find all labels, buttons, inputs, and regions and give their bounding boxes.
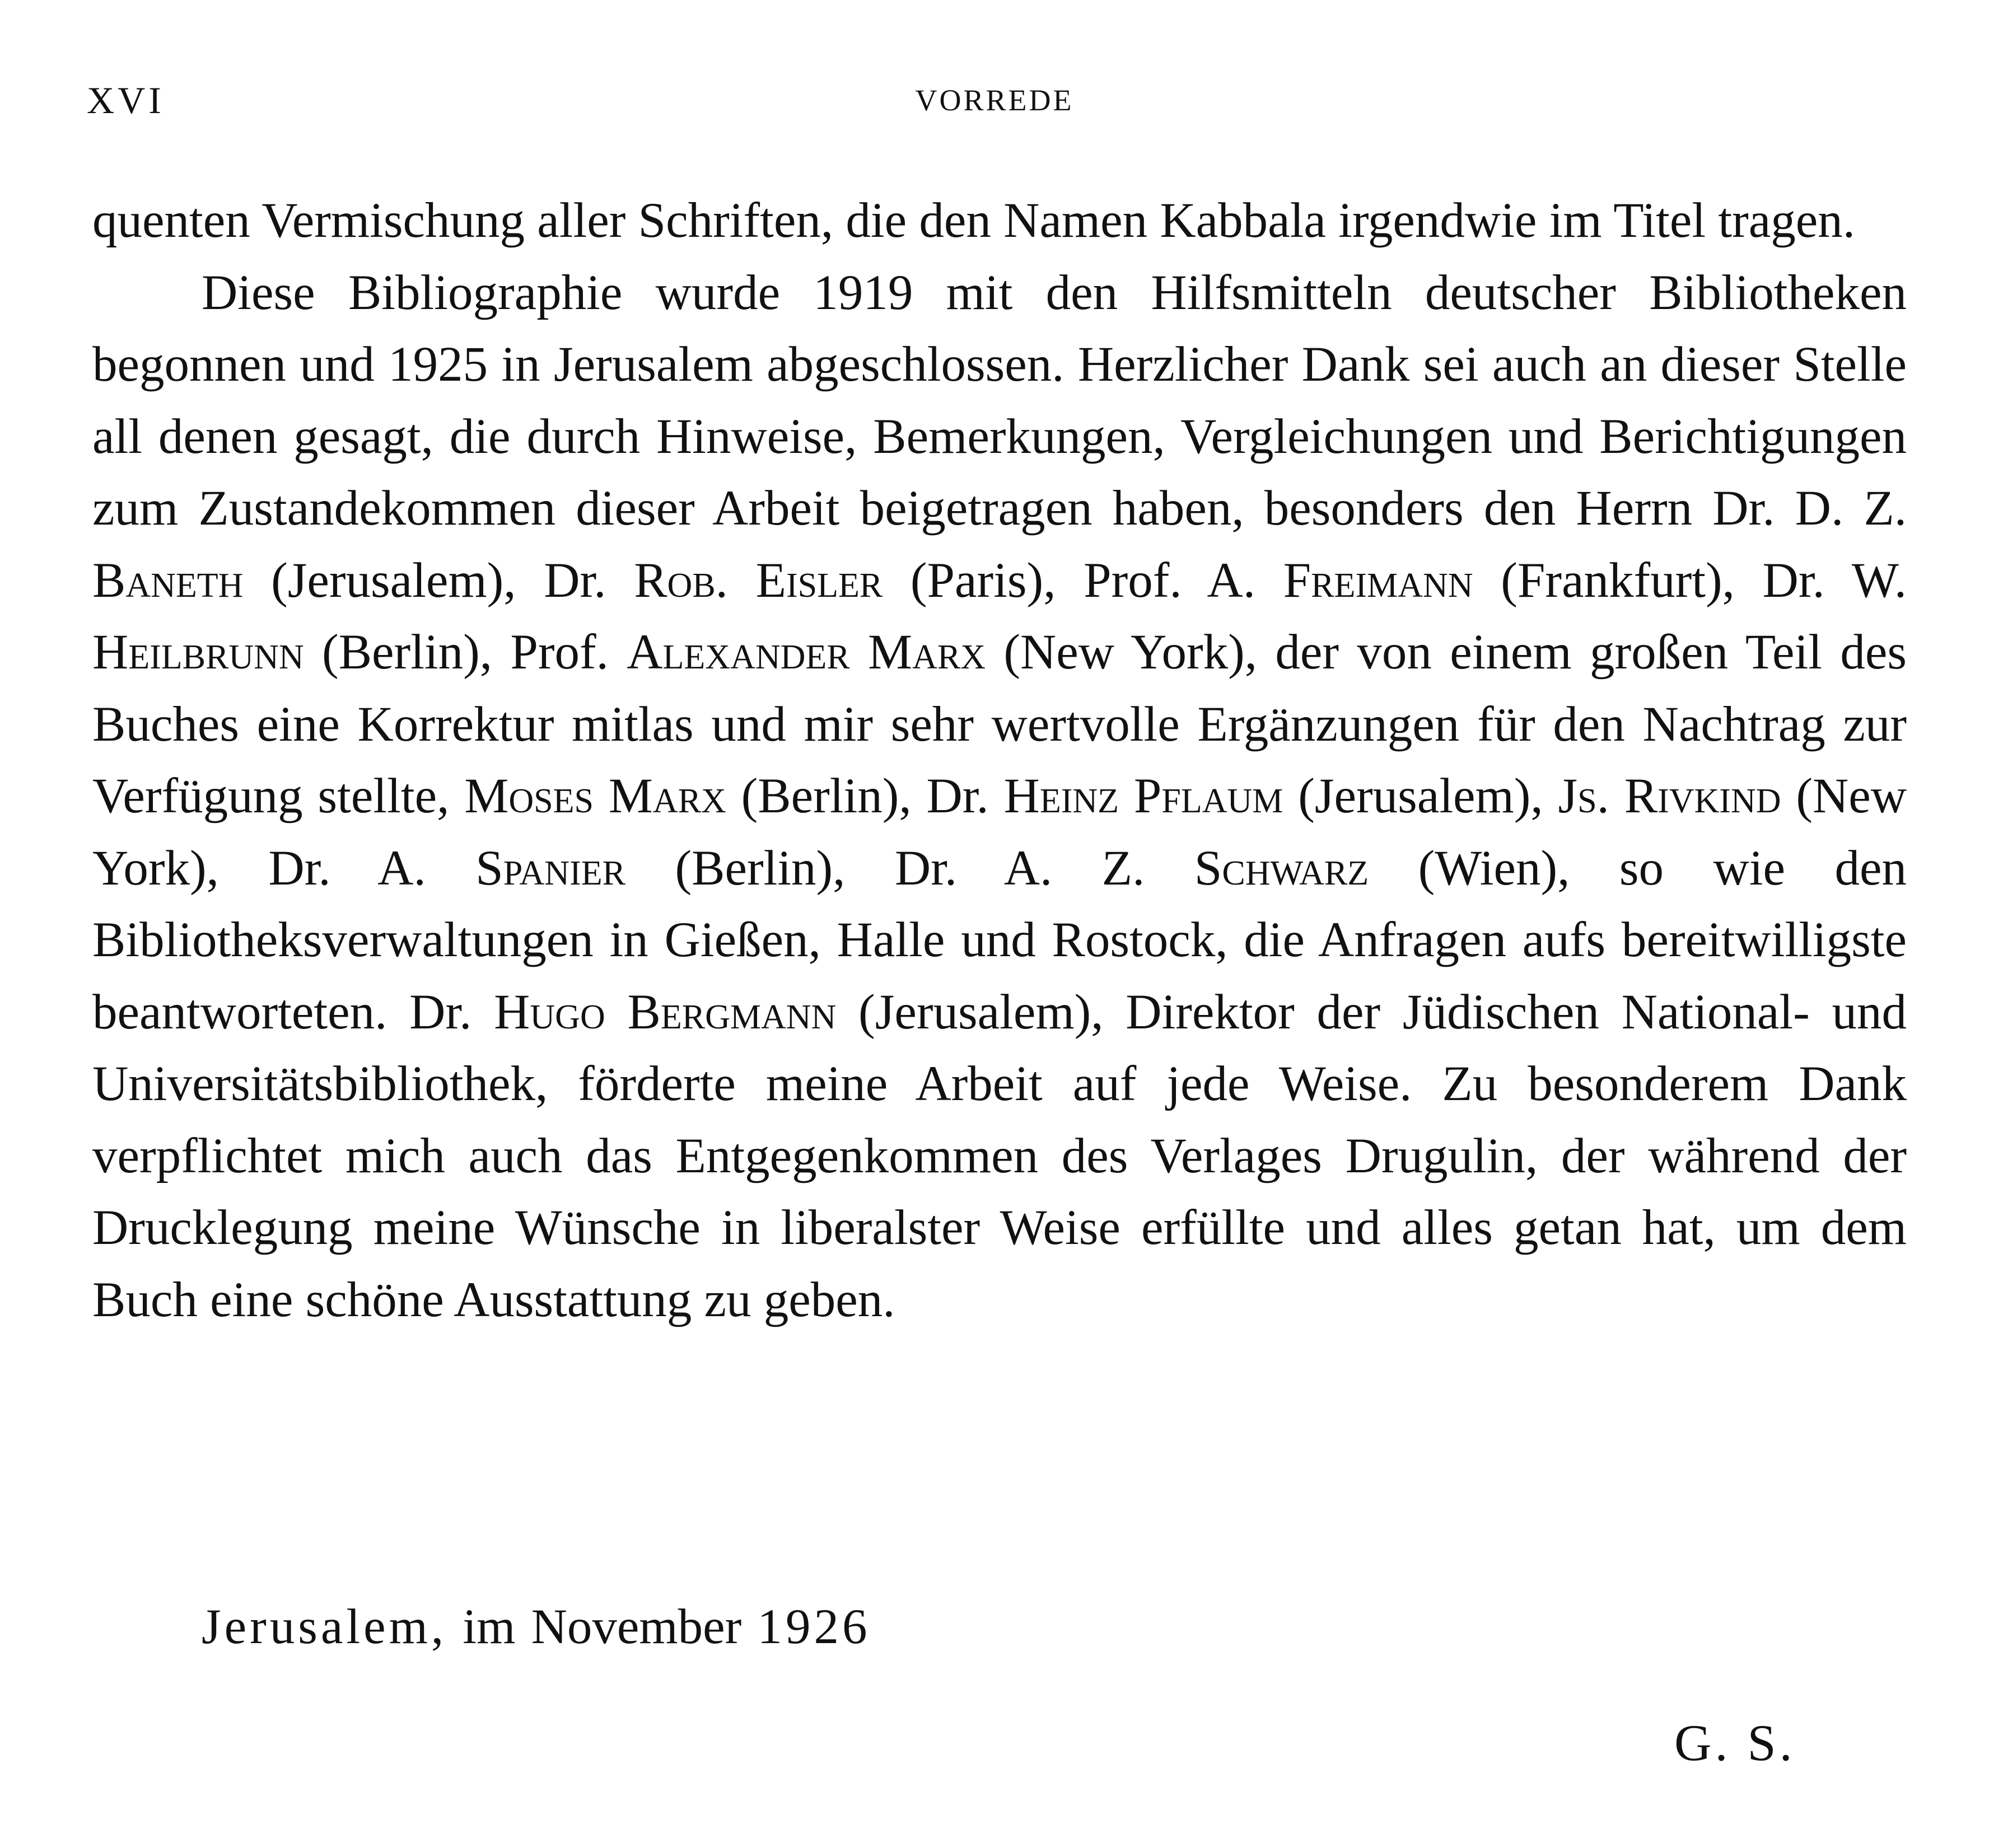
person-name: Baneth xyxy=(92,553,244,608)
text-run: (Berlin), Dr. A. Z. xyxy=(625,840,1194,896)
text-run: (Berlin), Prof. xyxy=(304,625,627,680)
month: November xyxy=(531,1599,742,1654)
text-run: (Berlin), Dr. xyxy=(726,769,1004,824)
text-run: (New York), der von einem großen Teil des Buches eine Korrektur mitlas und mir sehr wertvolle Ergänzungen für den Nachtrag zur Verfügung stellte, xyxy=(92,625,1907,824)
date-prefix: im xyxy=(463,1599,516,1654)
person-name: Hugo Bergmann xyxy=(494,984,837,1040)
text-run: (Jerusalem), Dr. xyxy=(243,553,634,608)
preface-body xyxy=(92,185,1907,1336)
text-run: (Frankfurt), Dr. W. xyxy=(1473,553,1907,608)
paragraph-continuation: quenten Vermischung aller Schriften, die den Namen Kabbala irgendwie im Titel tragen. xyxy=(92,193,1855,248)
paragraph-acknowledgements xyxy=(92,257,1907,1336)
text-run: (New York), Dr. A. xyxy=(92,769,1907,896)
person-name: Moses Marx xyxy=(464,769,726,824)
page-number: XVI xyxy=(87,79,165,121)
year: 1926 xyxy=(757,1599,871,1654)
text-run: Diese Bibliographie wurde 1919 mit den Hilfsmitteln deutscher Bibliotheken begonnen und 1925 in Jerusalem abgeschlossen. Herzlicher Dank sei auch an dieser Stelle all denen gesagt, die durch Hinweise, Bemerkungen, Vergleichungen und Berichtigungen zum Zustandekommen dieser Arbeit beigetragen haben, besonders den Herrn Dr. D. Z. xyxy=(92,265,1907,536)
person-name: Heilbrunn xyxy=(92,625,304,680)
place: Jerusalem, xyxy=(202,1599,447,1654)
person-name: Heinz Pflaum xyxy=(1003,769,1283,824)
person-name: Rob. Eisler xyxy=(634,553,883,608)
person-name: Js. Rivkind xyxy=(1558,769,1781,824)
person-name: Freimann xyxy=(1283,553,1473,608)
person-name: Schwarz xyxy=(1194,840,1369,896)
text-run: (Paris), Prof. A. xyxy=(883,553,1283,608)
person-name: Spanier xyxy=(475,840,625,896)
running-head: VORREDE xyxy=(915,83,1074,117)
person-name: Alexander Marx xyxy=(627,625,986,680)
text-run: (Wien), so wie den Bibliotheksverwaltungen in Gießen, Halle und Rostock, die Anfragen aufs bereitwilligste beantworteten. Dr. xyxy=(92,840,1907,1040)
place-and-date xyxy=(202,1598,871,1655)
text-run: (Jerusalem), Direktor der Jüdischen National- und Universitätsbibliothek, förderte meine Arbeit auf jede Weise. Zu besonderem Dank verpflichtet mich auch das Entgegenkommen des Verlages Drugulin, der während der Drucklegung meine Wünsche in liberalster Weise erfüllte und alles getan hat, um dem Buch eine schöne Ausstattung zu geben. xyxy=(92,984,1907,1327)
text-run: (Jerusalem), xyxy=(1283,769,1558,824)
author-initials: G. S. xyxy=(1674,1714,1796,1771)
